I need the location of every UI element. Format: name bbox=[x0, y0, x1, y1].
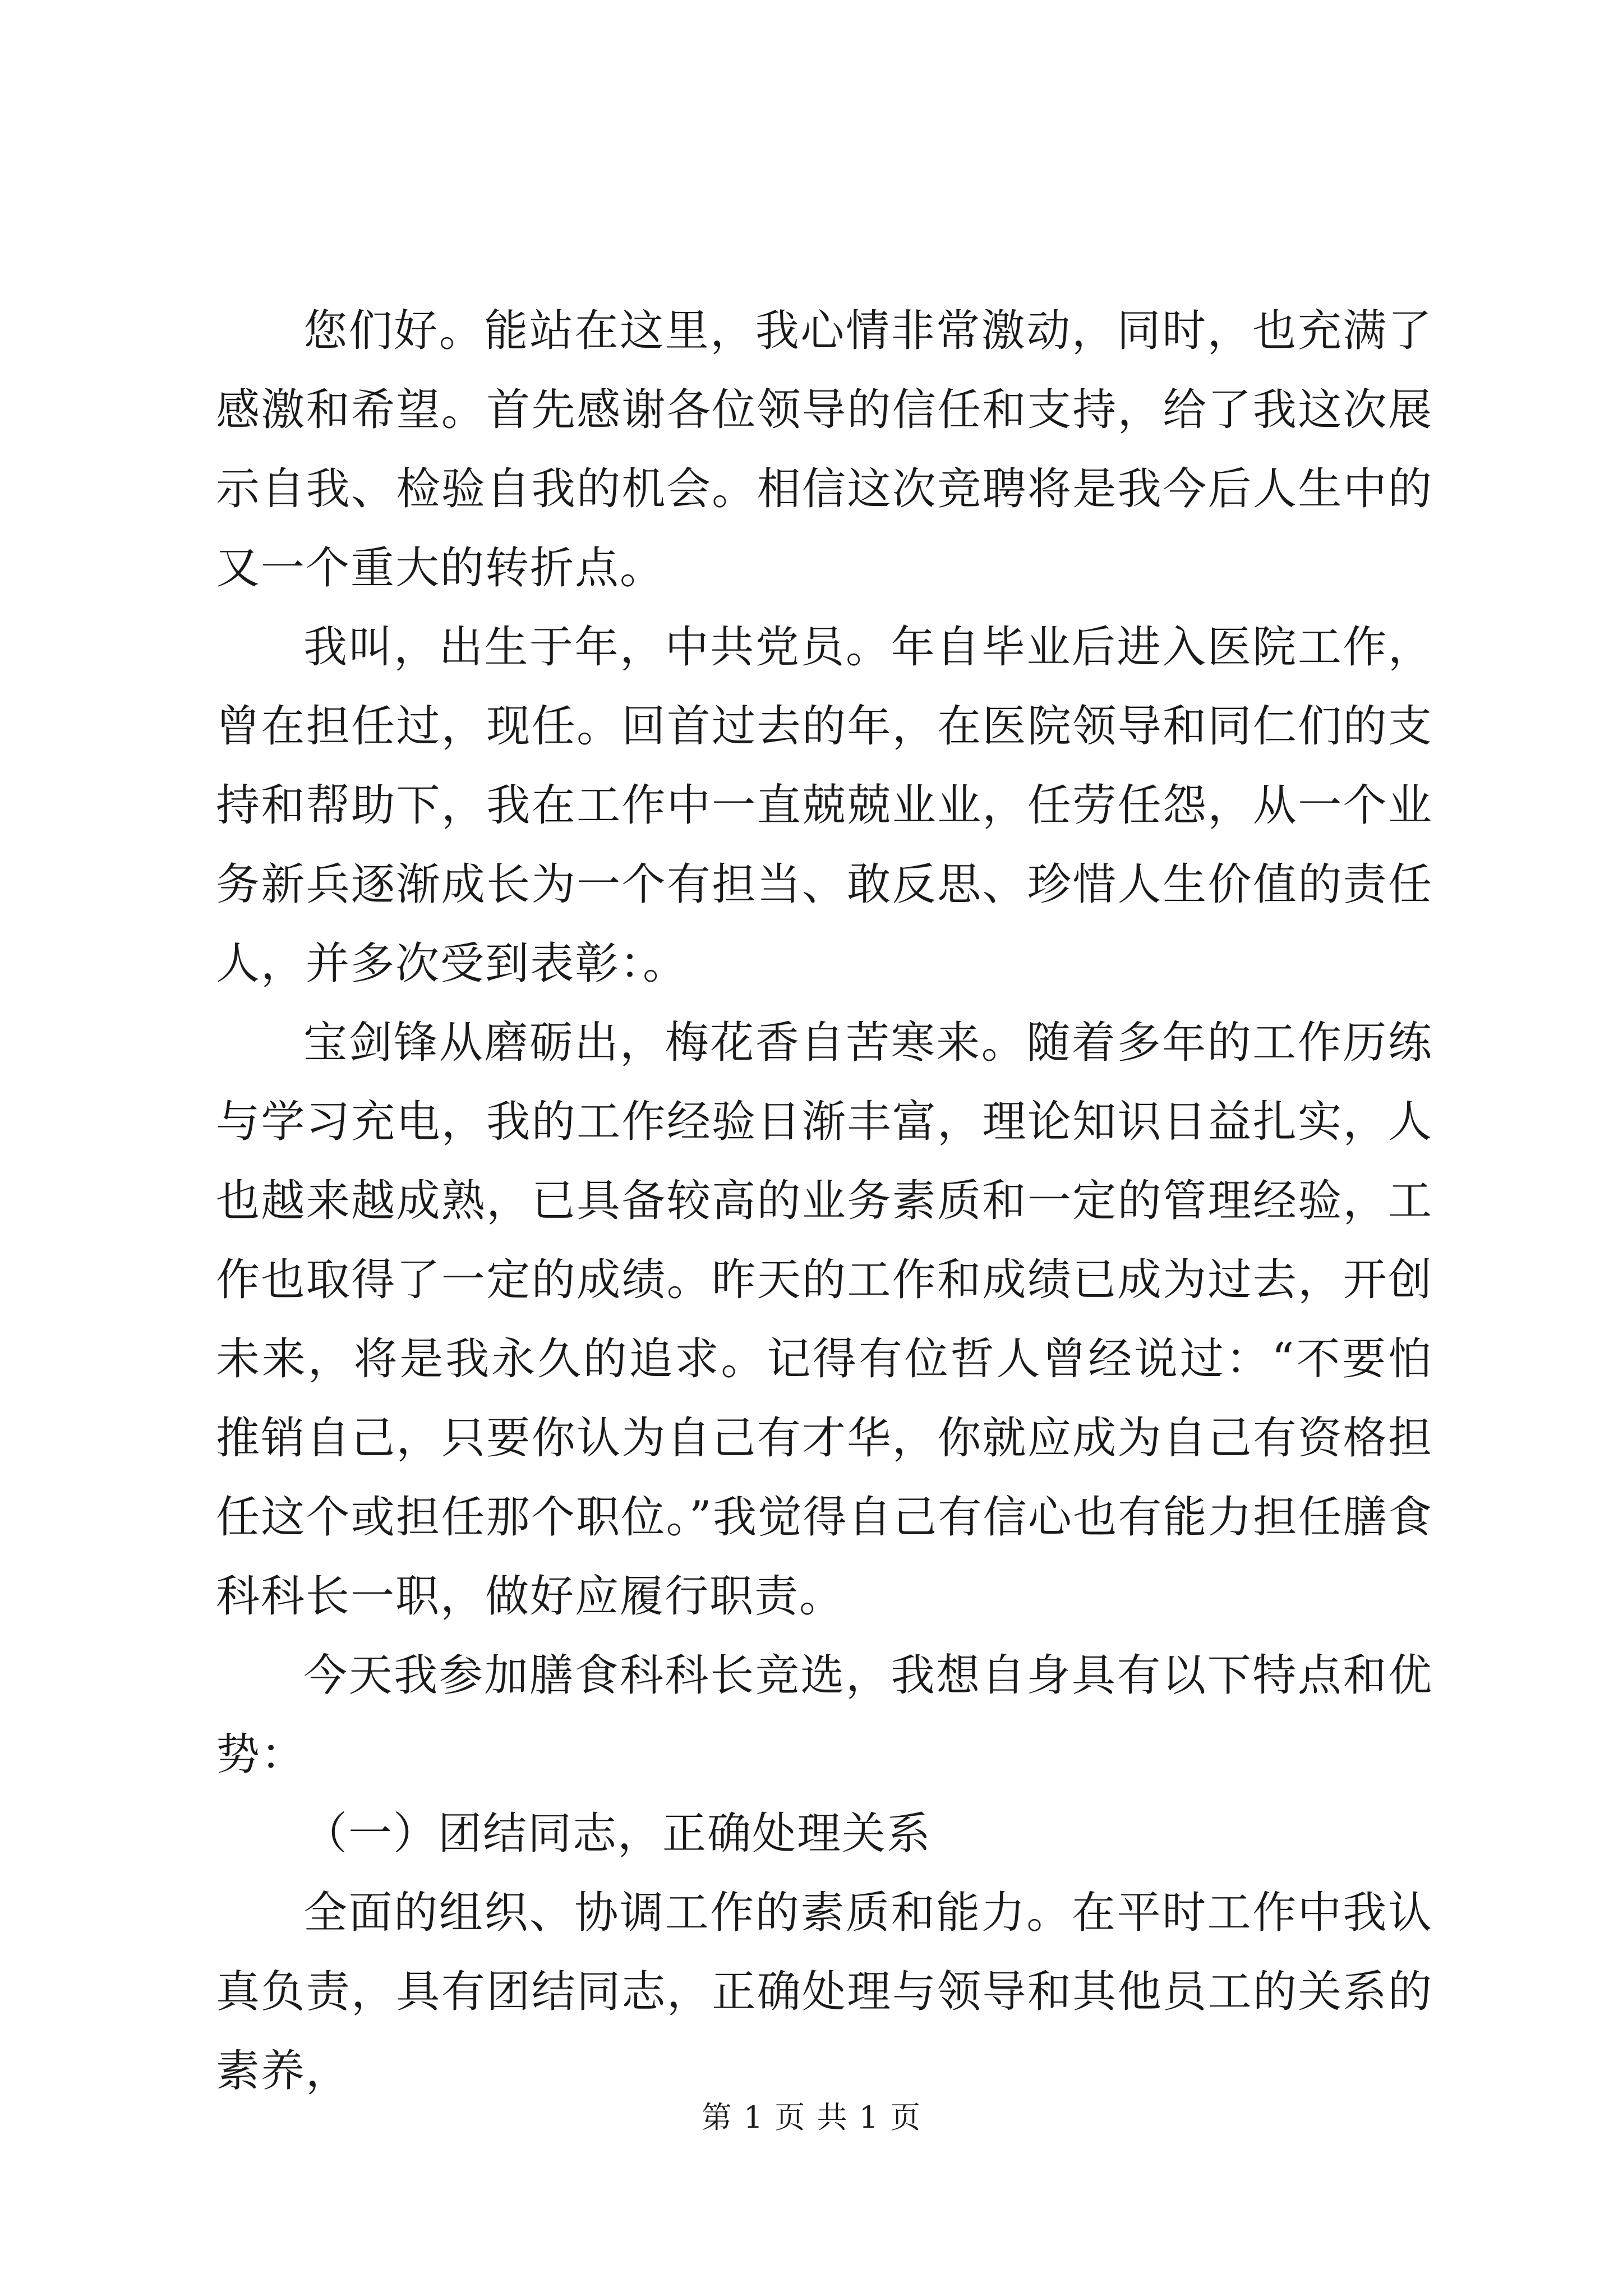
page-footer: 第 1 页 共 1 页 bbox=[701, 2100, 922, 2135]
paragraph-organization-ability: 全面的组织、协调工作的素质和能力。在平时工作中我认真负责，具有团结同志，正确处理与领导和其他员工的关系的素养， bbox=[216, 1888, 1433, 2096]
paragraph-greeting: 您们好。能站在这里，我心情非常激动，同时，也充满了感激和希望。首先感谢各位领导的信任和支持，给了我这次展示自我、检验自我的机会。相信这次竞聘将是我今后人生中的又一个重大的转折点。 bbox=[216, 306, 1433, 593]
paragraph-self-introduction: 我叫，出生于年，中共党员。年自毕业后进入医院工作，曾在担任过，现任。回首过去的年，在医院领导和同仁们的支持和帮助下，我在工作中一直兢兢业业，任劳任怨，从一个业务新兵逐渐成长为一个有担当、敢反思、珍惜人生价值的责任人，并多次受到表彰：。 bbox=[216, 622, 1433, 989]
section-heading: （一）团结同志，正确处理关系 bbox=[303, 1809, 932, 1859]
paragraph-experience: 宝剑锋从磨砺出，梅花香自苦寒来。随着多年的工作历练与学习充电，我的工作经验日渐丰富，理论知识日益扎实，人也越来越成熟，已具备较高的业务素质和一定的管理经验，工作也取得了一定的成绩。昨天的工作和成绩已成为过去，开创未来，将是我永久的追求。记得有位哲人曾经说过：“不要怕推销自己，只要你认为自己有才华，你就应成为自己有资格担任这个或担任那个职位。”我觉得自己有信心也有能力担任膳食科科长一职，做好应履行职责。 bbox=[216, 1018, 1433, 1622]
document-body bbox=[216, 292, 1433, 2111]
paragraph-advantages-intro: 今天我参加膳食科科长竞选，我想自身具有以下特点和优势： bbox=[216, 1650, 1433, 1780]
